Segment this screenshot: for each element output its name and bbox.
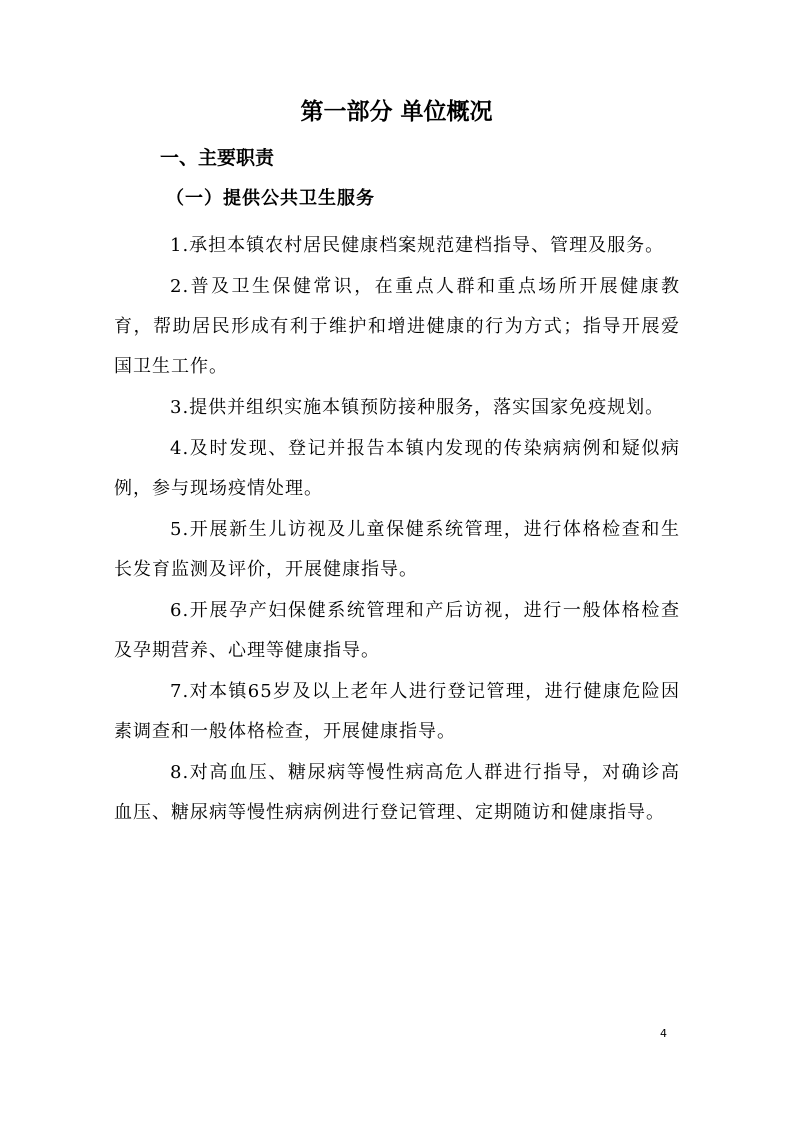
duty-paragraph-7: 7.对本镇65岁及以上老年人进行登记管理，进行健康危险因素调查和一般体格检查，开展健康指导。 <box>114 681 680 742</box>
page-title: 第一部分 单位概况 <box>300 99 493 125</box>
duty-paragraph-4: 4.及时发现、登记并报告本镇内发现的传染病病例和疑似病例，参与现场疫情处理。 <box>114 438 680 499</box>
duties-list <box>114 226 680 834</box>
duty-paragraph-6: 6.开展孕产妇保健系统管理和产后访视，进行一般体格检查及孕期营养、心理等健康指导。 <box>114 600 680 661</box>
sub-heading-public-health-services: （一）提供公共卫生服务 <box>166 188 375 209</box>
duty-paragraph-3: 3.提供并组织实施本镇预防接种服务，落实国家免疫规划。 <box>170 397 665 418</box>
duty-paragraph-2: 2.普及卫生保健常识，在重点人群和重点场所开展健康教育，帮助居民形成有利于维护和增进健康的行为方式；指导开展爱国卫生工作。 <box>114 276 680 377</box>
section-heading-main-duties: 一、主要职责 <box>160 147 275 169</box>
duty-paragraph-8: 8.对高血压、糖尿病等慢性病高危人群进行指导，对确诊高血压、糖尿病等慢性病病例进行登记管理、定期随访和健康指导。 <box>114 762 680 823</box>
duty-paragraph-1: 1.承担本镇农村居民健康档案规范建档指导、管理及服务。 <box>170 235 665 256</box>
duty-paragraph-5: 5.开展新生儿访视及儿童保健系统管理，进行体格检查和生长发育监测及评价，开展健康指导。 <box>114 519 680 580</box>
page-number: 4 <box>660 1027 667 1040</box>
